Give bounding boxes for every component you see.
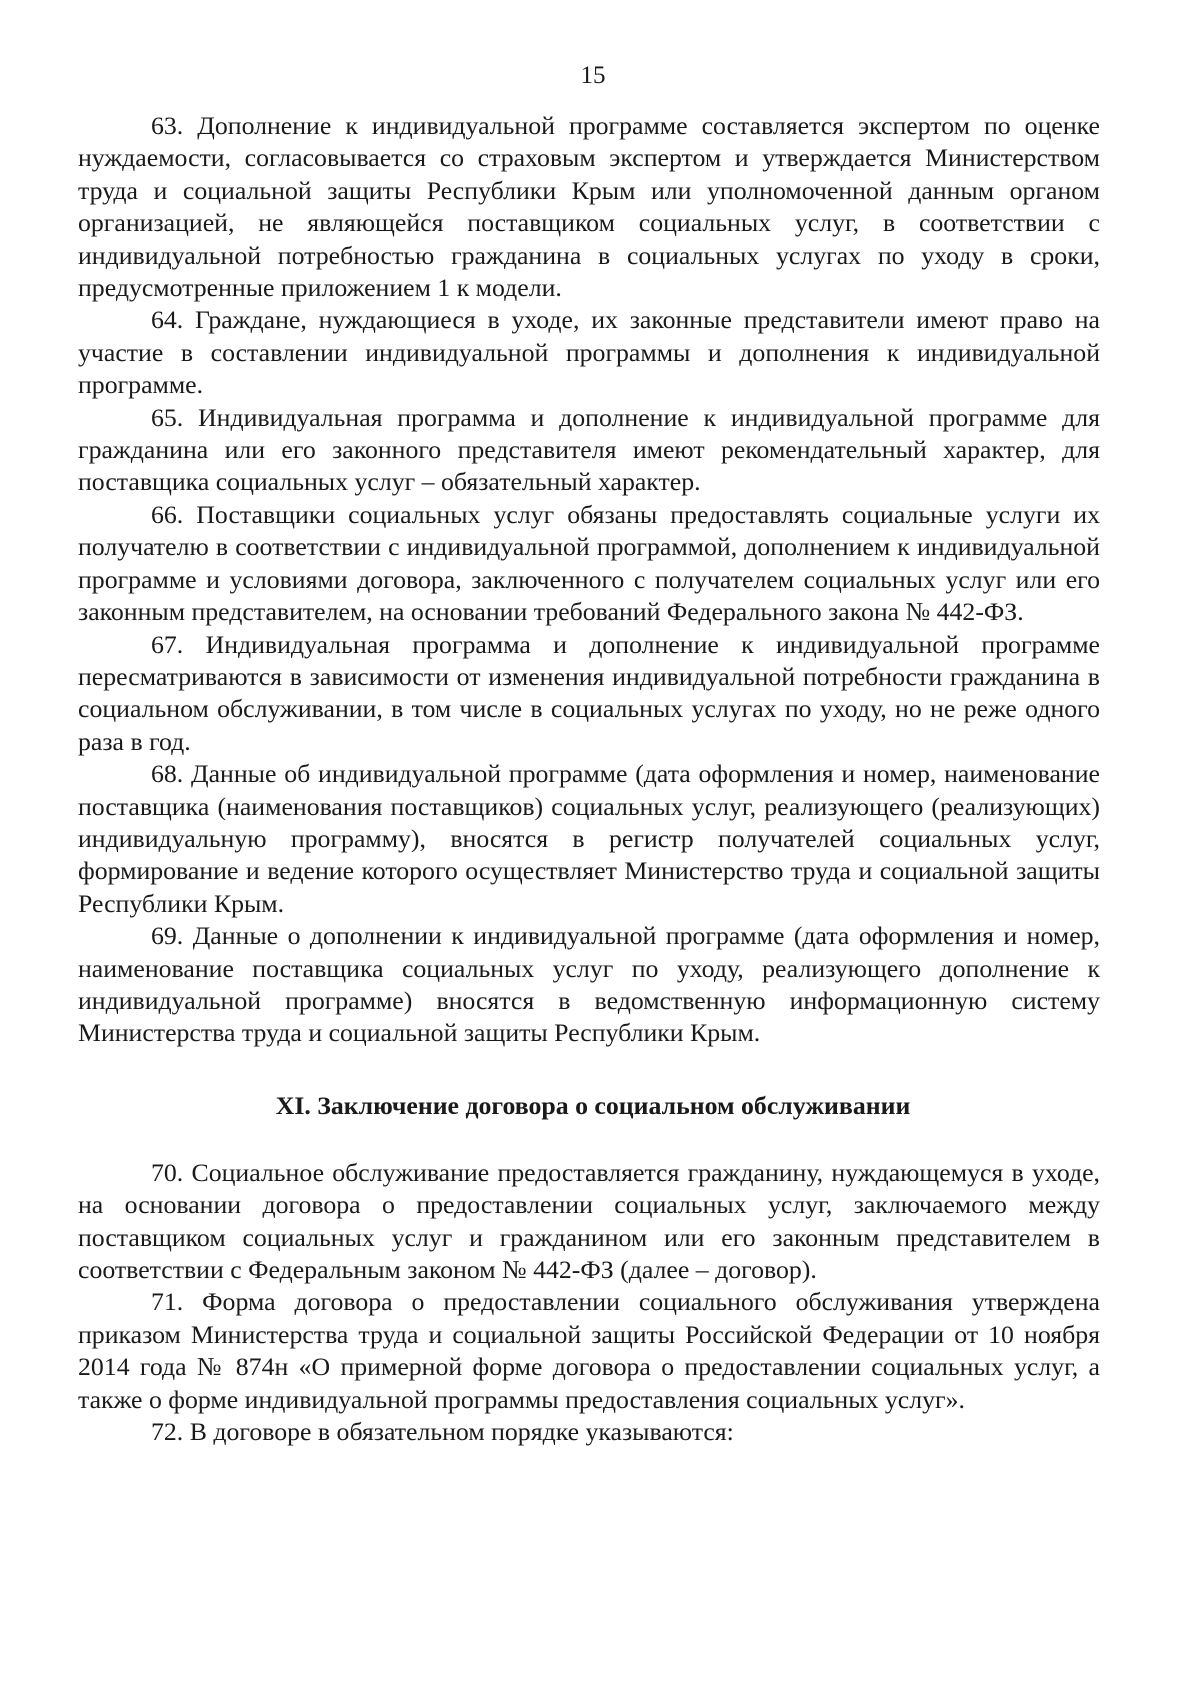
section-heading: XI. Заключение договора о социальном обслуживании: [275, 1090, 911, 1120]
paragraph-69: 69. Данные о дополнении к индивидуальной программе (дата оформления и номер, наименование поставщика социальных услуг по уходу, реализующего дополнение к индивидуальной программе) вносятся в ведомственную информационную систему Министерства труда и социальной защиты Республики Крым.: [78, 921, 1100, 1048]
paragraph-65: 65. Индивидуальная программа и дополнение к индивидуальной программе для гражданина или его законного представителя имеют рекомендательный характер, для поставщика социальных услуг – обязательный характер.: [78, 402, 1100, 497]
paragraph-72: 72. В договоре в обязательном порядке указываются:: [151, 1417, 734, 1447]
paragraph-70: 70. Социальное обслуживание предоставляется гражданину, нуждающемуся в уходе, на основании договора о предоставлении социальных услуг, заключаемого между поставщиком социальных услуг и гражданином или его законным представителем в соответствии с Федеральным законом № 442-ФЗ (далее – договор).: [78, 1157, 1100, 1284]
page-number: 15: [580, 62, 606, 89]
paragraph-63: 63. Дополнение к индивидуальной программе составляется экспертом по оценке нуждаемости, согласовывается со страховым экспертом и утверждается Министерством труда и социальной защиты Республики Крым или уполномоченной данным органом организацией, не являющейся поставщиком социальных услуг, в соответствии с индивидуальной потребностью гражданина в социальных услугах по уходу в сроки, предусмотренные приложением 1 к модели.: [78, 111, 1100, 303]
document-page: [78, 60, 1100, 1448]
paragraph-71: 71. Форма договора о предоставлении социального обслуживания утверждена приказом Министерства труда и социальной защиты Российской Федерации от 10 ноября 2014 года № 874н «О примерной форме договора о предоставлении социальных услуг, а также о форме индивидуальной программы предоставления социальных услуг».: [78, 1287, 1100, 1414]
paragraph-66: 66. Поставщики социальных услуг обязаны предоставлять социальные услуги их получателю в соответствии с индивидуальной программой, дополнением к индивидуальной программе и условиями договора, заключенного с получателем социальных услуг или его законным представителем, на основании требований Федерального закона № 442-ФЗ.: [78, 499, 1100, 627]
paragraph-64: 64. Граждане, нуждающиеся в уходе, их законные представители имеют право на участие в составлении индивидуальной программы и дополнения к индивидуальной программе.: [78, 305, 1100, 400]
paragraph-68: 68. Данные об индивидуальной программе (дата оформления и номер, наименование поставщика (наименования поставщиков) социальных услуг, реализующего (реализующих) индивидуальную программу), вносятся в регистр получателей социальных услуг, формирование и ведение которого осуществляет Министерство труда и социальной защиты Республики Крым.: [78, 759, 1100, 918]
paragraph-67: 67. Индивидуальная программа и дополнение к индивидуальной программе пересматриваются в зависимости от изменения индивидуальной потребности гражданина в социальном обслуживании, в том числе в социальных услугах по уходу, но не реже одного раза в год.: [78, 629, 1100, 756]
